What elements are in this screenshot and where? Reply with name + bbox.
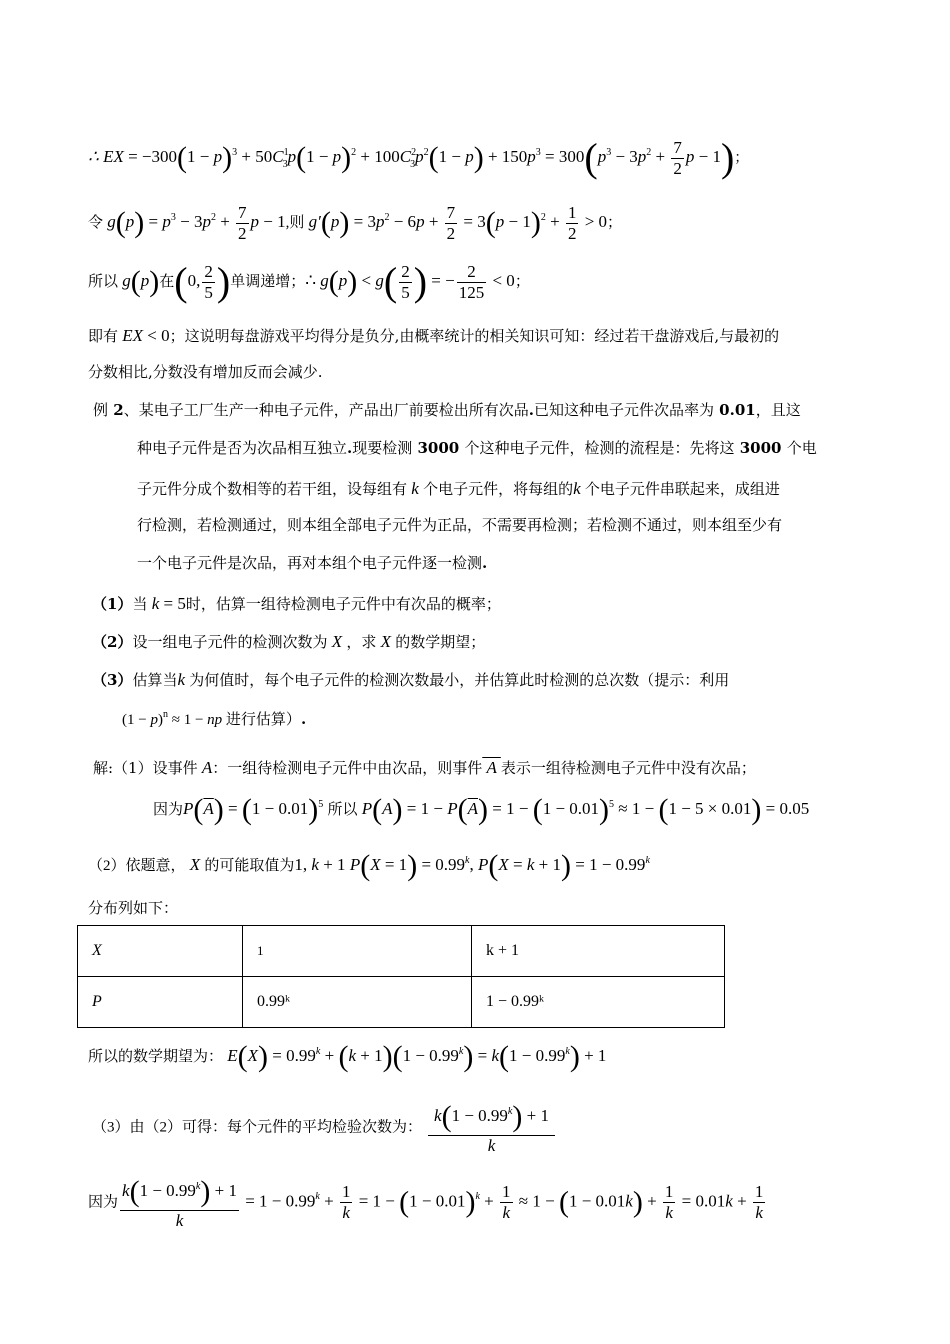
distribution-label: 分布列如下： <box>88 899 179 917</box>
example-text-3c: 个电子元件串联起来，成组进 <box>584 480 780 498</box>
s3-prefix: （2）依题意， <box>88 857 186 874</box>
mono-desc: 单调递增； <box>230 273 306 290</box>
q3-number: （3） <box>92 671 133 689</box>
q2-text: 的数学期望； <box>395 633 486 651</box>
example-count-1: 3000 <box>412 439 465 457</box>
example-pre: 例 <box>93 401 109 419</box>
solution-line-3: （2）依题意， X 的可能取值为1, k + 1 $P(X = 1) = 0.99^k$, $P(X = k + 1) = 1 - 0.99^k$ <box>88 849 650 882</box>
example-text-2b: 现要检测 <box>352 439 413 457</box>
example-line-3: 子元件分成个数相等的若干组，设每组有 k 个电子元件，将每组的k 个电子元件串联起来，成组进 <box>137 479 780 498</box>
mono-end: ； <box>514 273 530 290</box>
expectation-line: 所以的数学期望为： $E(X) = 0.99^k + (k + 1)(1 - 0.99^k) = k(1 - 0.99^k) + 1$ <box>88 1040 607 1073</box>
example-text-3b: 个电子元件，将每组的 <box>423 480 574 498</box>
average-line: （3）由（2）可得：每个元件的平均检验次数为： $\frac{k(1 - 0.99^k) + 1}{k}$ <box>92 1100 557 1155</box>
solution-line-1: 解:（1）设事件 A：一组待检测电子元件中由次品，则事件 A 表示一组待检测电子元件中没有次品； <box>93 758 756 777</box>
final-line: 因为 $\frac{k(1 - 0.99^k) + 1}{k}$ = $1 - 0.99^k$ + $\frac{1}{k}$ = $1 - (1 - 0.01)^k$ + $\frac{1}{k}$ ≈ 1 − (1 − 0.01k) + $\frac{1}{k}$ = 0.01k + $\frac{1}{k}$ <box>88 1175 764 1230</box>
example-dot-2: . <box>347 439 353 457</box>
mono-zai: 在 <box>159 273 175 290</box>
example-text-2d: 个电 <box>786 439 817 457</box>
question-1: （1）当 k = 5时，估算一组待检测电子元件中有次品的概率； <box>92 594 501 613</box>
q1-text: 时，估算一组待检测电子元件中有次品的概率； <box>185 595 501 613</box>
s1-mid: ：一组待检测电子元件中由次品，则事件 <box>212 759 483 777</box>
example-text-1c: ，且这 <box>755 401 801 419</box>
q3-end: . <box>300 710 307 728</box>
q3-pre: 估算当 <box>132 671 178 689</box>
expect-label: 所以的数学期望为： <box>88 1048 224 1065</box>
question-3: （3）估算当k 为何值时，每个电子元件的检测次数最小，并估算此时检测的总次数（提示：利用 <box>92 670 730 689</box>
example-number: 2 <box>108 401 124 419</box>
example-count-2: 3000 <box>734 439 787 457</box>
q2-number: （2） <box>92 633 133 651</box>
q2-mid: ，求 <box>346 633 377 651</box>
table-row <box>78 977 725 1028</box>
mono-prefix: 所以 <box>88 273 119 290</box>
table-cell: P <box>78 977 243 1028</box>
table-cell: 1 − 0.99ᵏ <box>472 977 725 1028</box>
s1-prefix: 解:（1）设事件 <box>93 759 198 777</box>
example-text-3a: 子元件分成个数相等的若干组，设每组有 <box>137 480 408 498</box>
example-dot-1: . <box>528 401 534 419</box>
s2-suoyi: 所以 <box>327 801 358 818</box>
monotonic-line: 所以 g(p)在(0, $\frac{2}{5}$ )单调递增；∴ g(p) < g( $\frac{2}{5}$ ) = − $\frac{2}{125}$ < 0； <box>88 259 530 305</box>
table-cell: 1 <box>243 926 472 977</box>
q3-text: 为何值时，每个电子元件的检测次数最小，并估算此时检测的总次数（提示：利用 <box>189 671 730 689</box>
g-def-mid: ,则 <box>285 214 305 231</box>
s5-text: （3）由（2）可得：每个元件的平均检验次数为： <box>92 1119 423 1136</box>
example-line-4: 行检测，若检测通过，则本组全部电子元件为正品，不需要再检测；若检测不通过，则本组至少有 <box>137 516 783 534</box>
example-text-1b: 已知这种电子元件次品率为 <box>533 401 714 419</box>
conclusion-prefix: 即有 <box>88 327 119 345</box>
q2-pre: 设一组电子元件的检测次数为 <box>132 633 328 651</box>
solution-line-2: 因为$P(\overline{A}) = (1 - 0.01)^5$ 所以 $P(A) = 1 - P(\overline{A}) = 1 - (1 - 0.01)^5 \approx 1 - (1 - 5 \times 0.01) = 0.05$ <box>153 793 810 826</box>
g-def-end: ； <box>607 214 623 231</box>
example-line-2 <box>137 441 817 456</box>
table-row <box>78 926 725 977</box>
example-text-2a: 种电子元件是否为次品相互独立 <box>137 439 348 457</box>
distribution-table <box>77 925 725 1028</box>
table-cell: X <box>78 926 243 977</box>
example-dot-5: . <box>482 554 488 572</box>
example-line-5 <box>137 556 487 571</box>
conclusion-line-1: 即有 EX < 0；这说明每盘游戏平均得分是负分,由概率统计的相关知识可知：经过若干盘游戏后,与最初的 <box>88 326 780 345</box>
q3-hint-text: 进行估算） <box>225 710 301 728</box>
s2-yinwei: 因为 <box>153 801 184 818</box>
q1-number: （1） <box>92 595 133 613</box>
example-text-5: 一个电子元件是次品，再对本组个电子元件逐一检测 <box>137 554 483 572</box>
conclusion-text: ；这说明每盘游戏平均得分是负分,由概率统计的相关知识可知：经过若干盘游戏后,与最初的 <box>169 327 780 345</box>
question-2: （2）设一组电子元件的检测次数为 X ，求 X 的数学期望； <box>92 632 486 651</box>
table-cell: k + 1 <box>472 926 725 977</box>
g-definition-line: 令 $g(p) = p^3 - 3p^2$ + $\frac{7}{2}$ p − 1,则 $g'(p) = 3p^2 - 6p$ + $\frac{7}{2}$ = $3(p - 1)^2$ + $\frac{1}{2}$ > 0； <box>88 203 623 243</box>
example-text-1a: 、某电子工厂生产一种电子元件，产品出厂前要检出所有次品 <box>123 401 529 419</box>
example-text-2c: 个这种电子元件，检测的流程是：先将这 <box>464 439 735 457</box>
conclusion-line-2: 分数相比,分数没有增加反而会减少. <box>88 363 323 381</box>
s3-text: 的可能取值为 <box>204 857 295 874</box>
table-cell: 0.99ᵏ <box>243 977 472 1028</box>
s1-end: 表示一组待检测电子元件中没有次品； <box>500 759 756 777</box>
example-line-1 <box>93 403 801 418</box>
s6-prefix: 因为 <box>88 1194 119 1211</box>
question-3-hint: $(1 - p)^n \approx 1$ − np 进行估算）. <box>122 709 307 728</box>
example-rate: 0.01 <box>713 401 756 419</box>
g-def-prefix: 令 <box>88 214 104 231</box>
q1-pre: 当 <box>132 595 148 613</box>
ex-formula-line: ∴ EX = $-300(1 - p)^3 + 50C^1_3p(1 - p)^2 + 100C^2_3p^2(1 - p) + 150p^3 = 300(p^3 - 3p^2$ + $\frac{7}{2}$ p − 1)； <box>88 135 749 181</box>
